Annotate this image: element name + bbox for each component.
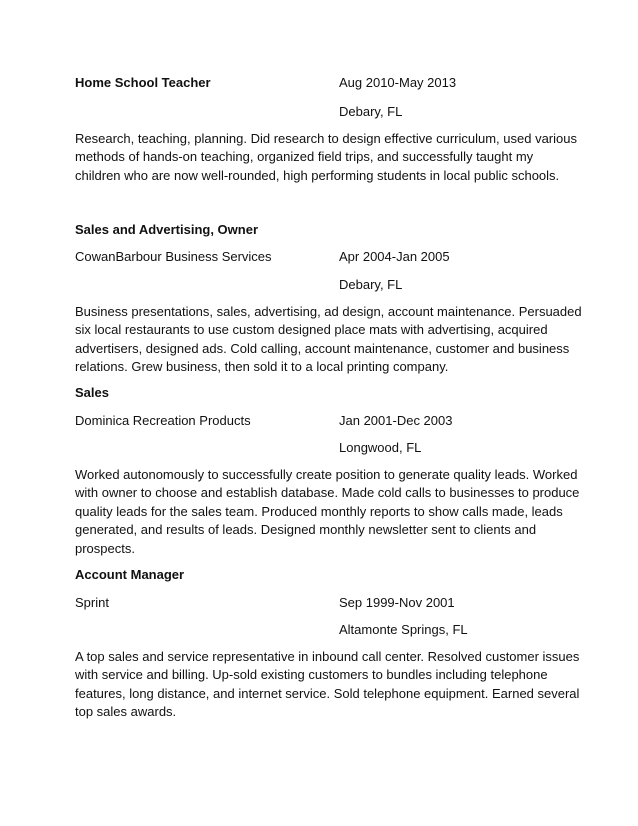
description-line: six local restaurants to use custom designed place mats with advertising, acquired [75, 322, 548, 338]
description-line: top sales awards. [75, 704, 177, 720]
job-dates: Apr 2004-Jan 2005 [339, 249, 450, 264]
description-line: generated, and results of leads. Designed monthly newsletter sent to clients and [75, 522, 537, 538]
job-company: Dominica Recreation Products [75, 413, 251, 428]
description-line: children who are now well-rounded, high performing students in local public schools. [75, 167, 560, 183]
job-description [75, 466, 580, 558]
job-description [75, 303, 582, 377]
description-line: with service and billing. Up-sold existing customers to bundles including telephone [75, 667, 548, 683]
description-line: advertisers, designed ads. Cold calling, account maintenance, customer and business [75, 340, 570, 356]
description-line: Worked autonomously to successfully create position to generate quality leads. Worked [75, 467, 578, 482]
job-location: Debary, FL [339, 104, 403, 119]
description-line: Research, teaching, planning. Did research to design effective curriculum, used various [75, 131, 577, 146]
description-line: Business presentations, sales, advertising, ad design, account maintenance. Persuaded [75, 304, 582, 319]
job-dates: Sep 1999-Nov 2001 [339, 595, 455, 610]
job-location: Altamonte Springs, FL [339, 622, 468, 637]
description-line: features, long distance, and internet service. Sold telephone equipment. Earned several [75, 685, 580, 701]
job-title-home-school-teacher: Home School Teacher [75, 75, 211, 90]
job-dates: Aug 2010-May 2013 [339, 75, 457, 90]
job-title-sales-advertising-owner: Sales and Advertising, Owner [75, 222, 259, 237]
job-title-account-manager: Account Manager [75, 567, 185, 582]
job-description [75, 130, 577, 185]
job-company: Sprint [75, 595, 109, 610]
job-location: Longwood, FL [339, 440, 422, 455]
job-title-sales: Sales [75, 385, 109, 400]
description-line: relations. Grew business, then sold it to a local printing company. [75, 359, 449, 375]
job-location: Debary, FL [339, 277, 403, 292]
description-line: prospects. [75, 540, 135, 556]
description-line: methods of hands-on teaching, organized field trips, and successfully taught my [75, 149, 534, 165]
job-description [75, 648, 580, 722]
description-line: with owner to choose and establish database. Made cold calls to businesses to produce [75, 485, 580, 501]
job-company: CowanBarbour Business Services [75, 249, 272, 264]
description-line: A top sales and service representative in inbound call center. Resolved customer issues [75, 649, 580, 664]
description-line: quality leads for the sales team. Produced monthly reports to show calls made, leads [75, 503, 563, 519]
job-dates: Jan 2001-Dec 2003 [339, 413, 453, 428]
